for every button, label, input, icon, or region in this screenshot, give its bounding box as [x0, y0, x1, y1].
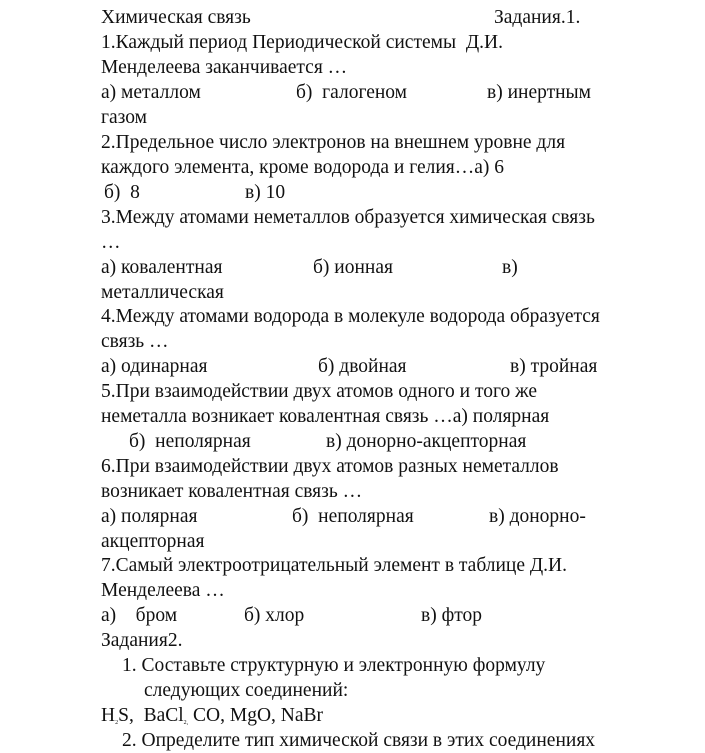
question-5-text-cont: неметалла возникает ковалентная связь …а) полярная — [101, 406, 550, 427]
question-4-option-b: б) двойная — [318, 356, 407, 377]
task-2-text: 2. Определите тип химической связи в этих соединениях — [122, 730, 596, 751]
question-6-option-c: в) донорно- — [489, 506, 586, 527]
question-1-option-c: в) инертным — [487, 82, 591, 103]
question-1-text: 1.Каждый период Периодической системы Д.И. — [101, 32, 503, 53]
question-2-text: 2.Предельное число электронов на внешнем уровне для — [101, 132, 566, 153]
question-2-option-b: б) 8 — [104, 182, 140, 203]
question-1-text-cont: Менделеева заканчивается … — [101, 57, 348, 78]
question-7-text-cont: Менделеева … — [101, 580, 225, 601]
formula-part: S, BaCl — [118, 705, 184, 726]
section-heading-2: Задания2. — [101, 630, 183, 651]
question-3-option-b: б) ионная — [313, 257, 393, 278]
question-3-option-c-cont: металлическая — [101, 282, 224, 303]
question-6-text: 6.При взаимодействии двух атомов разных неметаллов — [101, 456, 559, 477]
question-4-text-cont: связь … — [101, 331, 169, 352]
question-4-text: 4.Между атомами водорода в молекуле водорода образуется — [101, 306, 600, 327]
question-6-text-cont: возникает ковалентная связь … — [101, 481, 363, 502]
formula-subscript: 2, — [183, 720, 189, 726]
question-4-option-a: а) одинарная — [101, 356, 208, 377]
question-6-option-a: а) полярная — [101, 506, 198, 527]
question-7-option-b: б) хлор — [244, 605, 305, 626]
question-2-option-c: в) 10 — [245, 182, 286, 203]
formula-subscript: 2 — [115, 720, 119, 726]
question-4-option-c: в) тройная — [510, 356, 598, 377]
question-6-option-b: б) неполярная — [292, 506, 414, 527]
question-7-text: 7.Самый электроотрицательный элемент в таблице Д.И. — [101, 555, 568, 576]
formula-part: H — [101, 705, 116, 726]
question-3-option-a: а) ковалентная — [101, 257, 223, 278]
question-5-option-c: в) донорно-акцепторная — [326, 431, 527, 452]
question-6-option-c-cont: акцепторная — [101, 531, 205, 552]
section-heading-1: Задания.1. — [494, 7, 581, 28]
question-5-text: 5.При взаимодействии двух атомов одного и того же — [101, 381, 538, 402]
question-3-option-c: в) — [502, 257, 518, 278]
task-1-text-cont: следующих соединений: — [144, 680, 349, 701]
question-7-option-c: в) фтор — [421, 605, 482, 626]
question-1-option-b: б) галогеном — [296, 82, 408, 103]
question-1-option-c-cont: газом — [101, 107, 147, 128]
doc-title: Химическая связь — [101, 7, 251, 28]
formula-part: CO, MgO, NaBr — [188, 705, 324, 726]
question-3-text-cont: … — [101, 232, 121, 253]
question-5-option-b: б) неполярная — [129, 431, 251, 452]
task-1-text: 1. Составьте структурную и электронную формулу — [122, 655, 546, 676]
question-2-text-cont: каждого элемента, кроме водорода и гелия…а) 6 — [101, 157, 505, 178]
question-3-text: 3.Между атомами неметаллов образуется химическая связь — [101, 207, 595, 228]
question-7-option-a: а) бром — [101, 605, 178, 626]
question-1-option-a: а) металлом — [101, 82, 201, 103]
